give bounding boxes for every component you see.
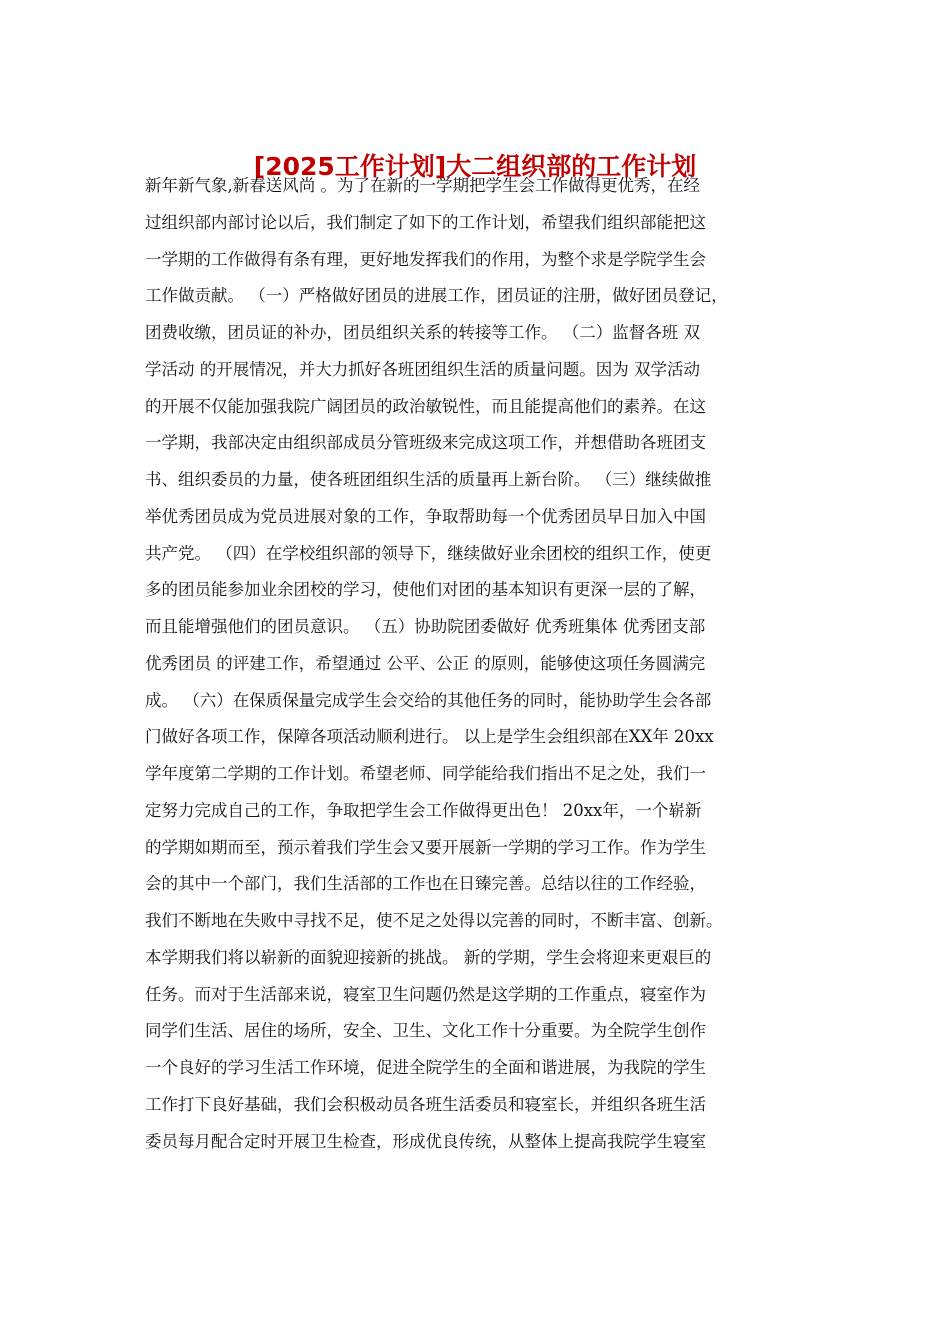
body-line: 成。 （六）在保质保量完成学生会交给的其他任务的同时，能协助学生会各部 [145, 690, 712, 710]
body-line: 一学期的工作做得有条有理，更好地发挥我们的作用，为整个求是学院学生会 [145, 249, 706, 269]
body-line: 一学期，我部决定由组织部成员分管班级来完成这项工作，并想借助各班团支 [145, 433, 706, 453]
body-line: 任务。而对于生活部来说，寝室卫生问题仍然是这学期的工作重点，寝室作为 [145, 984, 706, 1004]
body-line: 学年度第二学期的工作计划。希望老师、同学能给我们指出不足之处，我们一 [145, 764, 706, 783]
body-line: 新年新气象,新春送风尚 。为了在新的一学期把学生会工作做得更优秀，在经 [145, 176, 700, 195]
body-line: 我们不断地在失败中寻找不足，使不足之处得以完善的同时，不断丰富、创新。 [145, 911, 723, 930]
body-line: 优秀团员 的评建工作，希望通过 公平、公正 的原则，能够使这项任务圆满完 [145, 653, 706, 673]
body-line: 工作打下良好基础，我们会积极动员各班生活委员和寝室长，并组织各班生活 [145, 1094, 706, 1114]
body-line: 门做好各项工作，保障各项活动顺利进行。 以上是学生会组织部在XX年 20xx [145, 727, 714, 747]
body-line: 团费收缴，团员证的补办，团员组织关系的转接等工作。 （二）监督各班 双 [145, 323, 700, 342]
body-line: 书、组织委员的力量，使各班团组织生活的质量再上新台阶。 （三）继续做推 [145, 470, 712, 489]
body-line: 举优秀团员成为党员进展对象的工作，争取帮助每一个优秀团员早日加入中国 [145, 506, 706, 526]
document-body [145, 168, 825, 1160]
body-line: 定努力完成自己的工作，争取把学生会工作做得更出色！ 20xx年，一个崭新 [145, 800, 702, 820]
body-line: 过组织部内部讨论以后，我们制定了如下的工作计划，希望我们组织部能把这 [145, 212, 706, 232]
body-line: 多的团员能参加业余团校的学习，使他们对团的基本知识有更深一层的了解， [145, 580, 706, 600]
body-line: 而且能增强他们的团员意识。 （五）协助院团委做好 优秀班集体 优秀团支部 [145, 617, 706, 636]
body-line: 委员每月配合定时开展卫生检查，形成优良传统，从整体上提高我院学生寝室 [145, 1131, 706, 1151]
body-line: 一个良好的学习生活工作环境，促进全院学生的全面和谐进展，为我院的学生 [145, 1058, 706, 1077]
body-line: 的学期如期而至，预示着我们学生会又要开展新一学期的学习工作。作为学生 [145, 837, 706, 857]
body-line: 同学们生活、居住的场所，安全、卫生、文化工作十分重要。为全院学生创作 [145, 1021, 706, 1041]
body-line: 学活动 的开展情况，并大力抓好各班团组织生活的质量问题。因为 双学活动 [145, 359, 700, 379]
body-line: 工作做贡献。 （一）严格做好团员的进展工作，团员证的注册，做好团员登记， [145, 286, 728, 306]
body-line: 的开展不仅能加强我院广阔团员的政治敏锐性，而且能提高他们的素养。在这 [145, 396, 706, 416]
body-line: 共产党。 （四）在学校组织部的领导下，继续做好业余团校的组织工作，使更 [145, 543, 712, 563]
document-title: [2025工作计划]大二组织部的工作计划 [253, 152, 697, 181]
body-line: 本学期我们将以崭新的面貌迎接新的挑战。 新的学期，学生会将迎来更艰巨的 [145, 947, 712, 967]
body-line: 会的其中一个部门，我们生活部的工作也在日臻完善。总结以往的工作经验， [145, 874, 706, 894]
